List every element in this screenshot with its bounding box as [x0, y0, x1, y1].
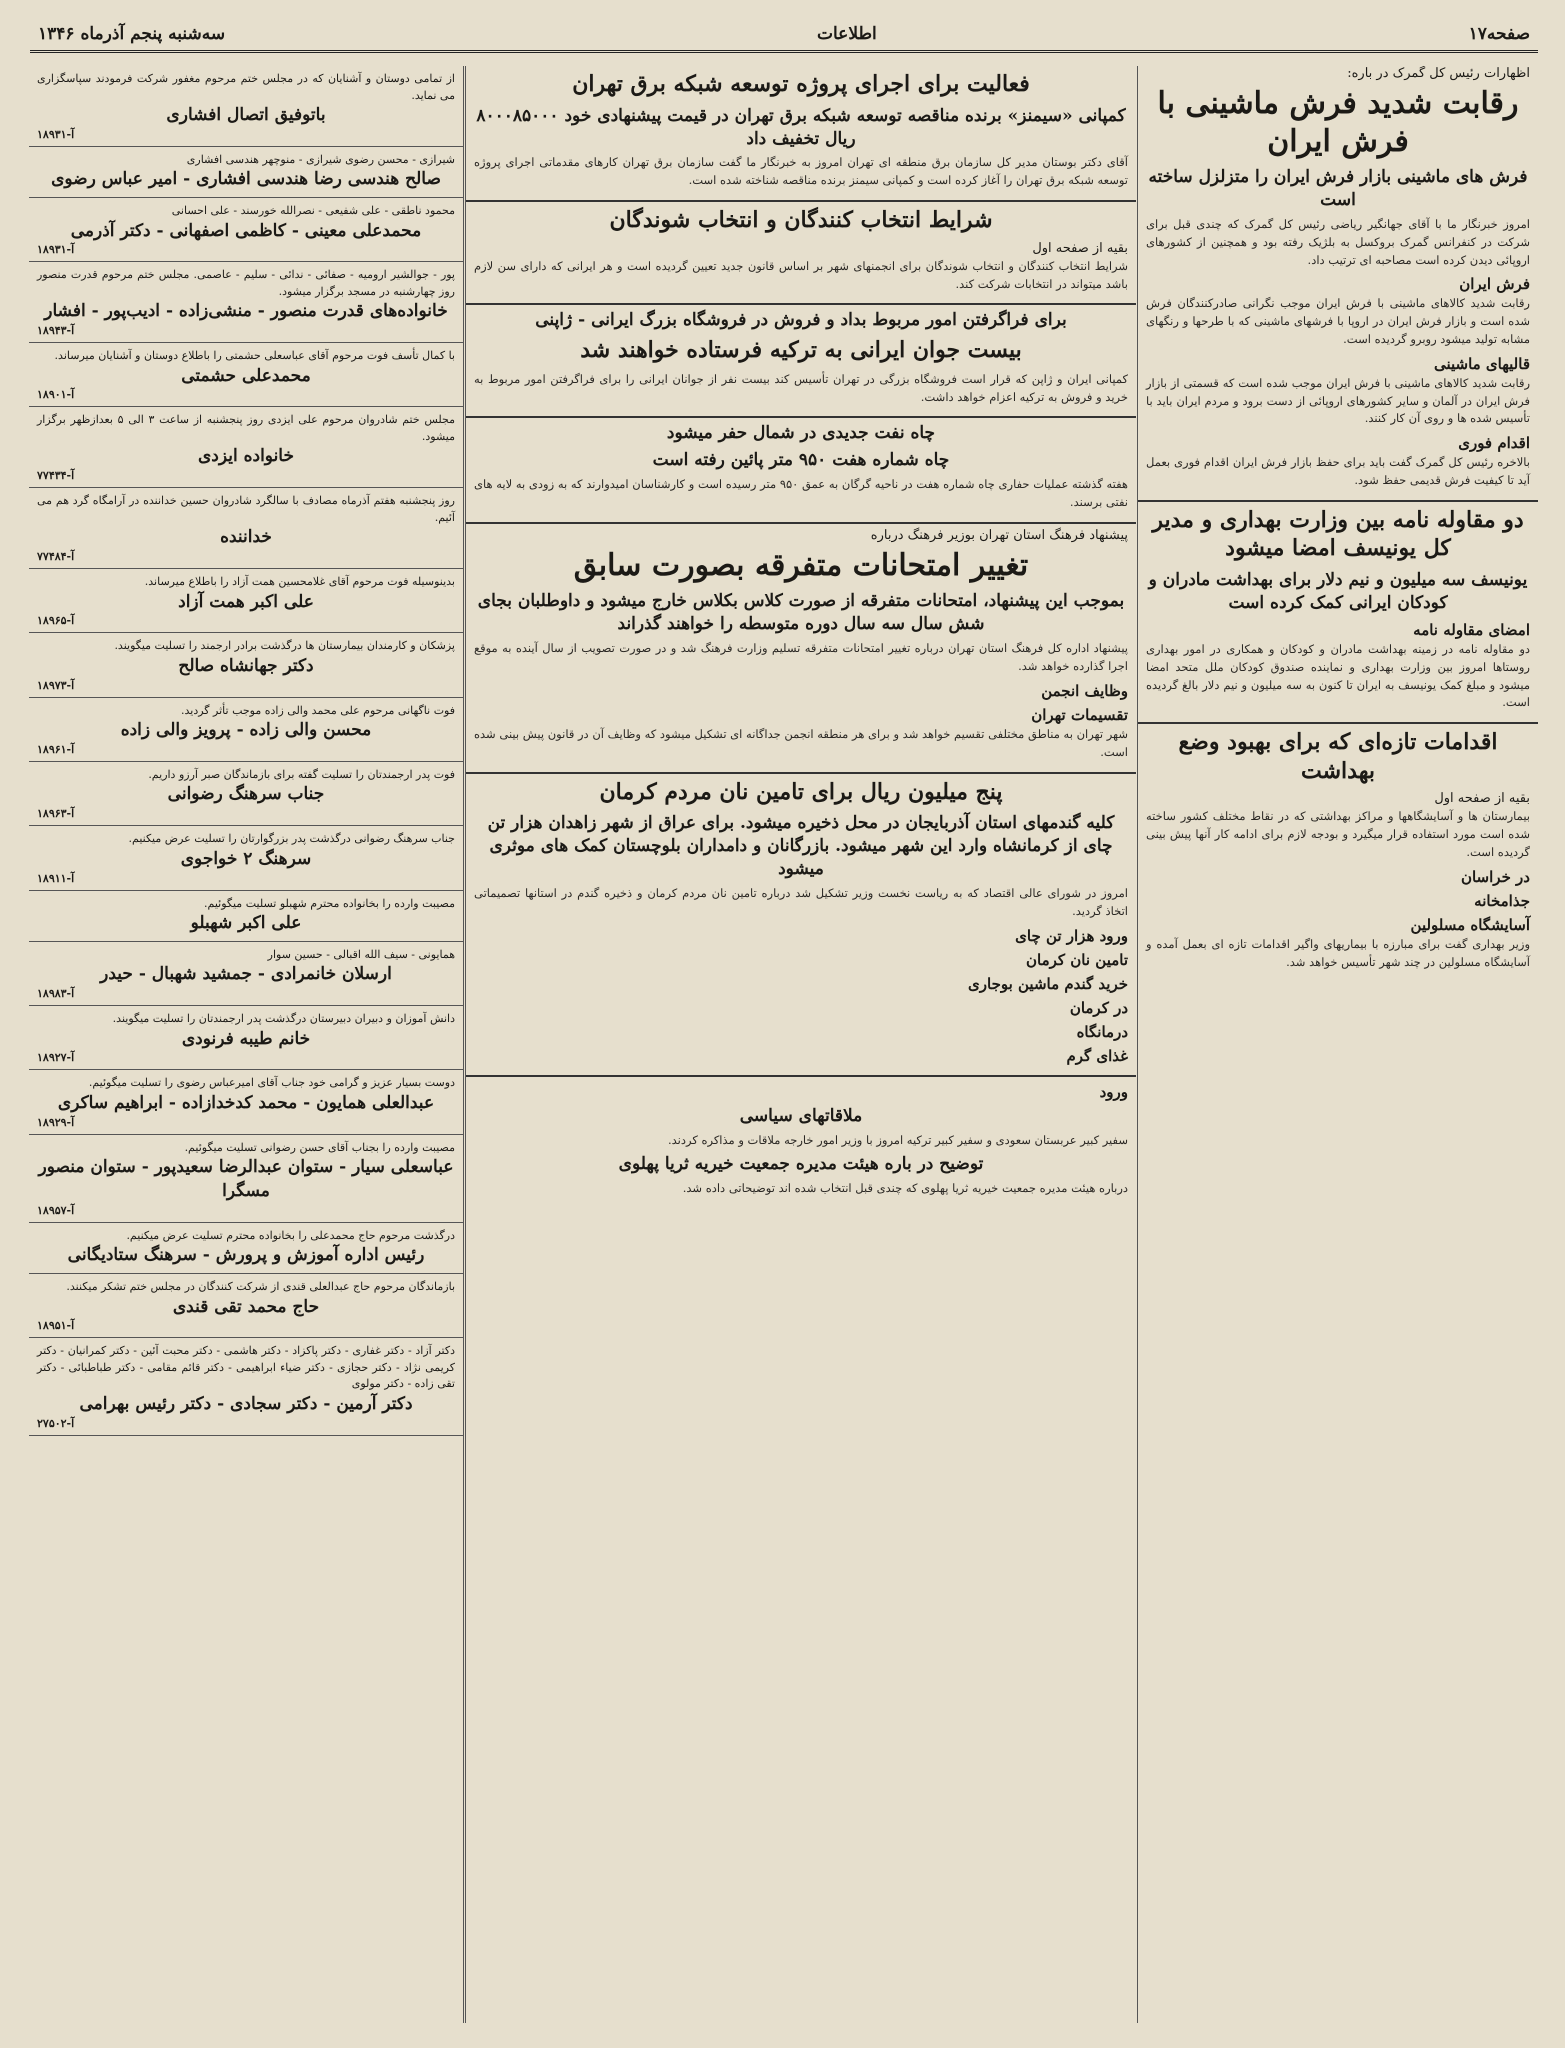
ad-code: آ-۱۸۹۴۳ — [37, 324, 75, 338]
obituary-notice — [29, 826, 463, 890]
section-subhead: ورود — [1099, 1082, 1128, 1101]
column-middle — [465, 66, 1136, 2023]
subhead: چاه شماره هفت ۹۵۰ متر پائین رفته است — [652, 450, 950, 471]
article-body: امروز خبرنگار ما با آقای جهانگیر ریاضی رئیس کل گمرک که چندی قبل برای شرکت در کنفرانس گمرک بروکسل به بلژیک رفته بود و همچنین از کشورهای اروپائی دیدن کرده است مصاحبه ای ترتیب داد. — [1146, 216, 1530, 267]
obituary-name: صالح هندسی رضا هندسی افشاری - امیر عباس رضوی — [51, 169, 441, 190]
headline: پنج میلیون ریال برای تامین نان مردم کرمان — [599, 778, 1003, 805]
ad-code: آ-۱۸۹۲۹ — [37, 1115, 75, 1129]
obituary-notice — [29, 66, 463, 147]
masthead — [30, 18, 1538, 53]
subhead: کلیه گندمهای استان آذربایجان در محل ذخیره میشود. برای عراق از شهر زاهدان هزار تن چای از کرمانشاه وارد این شهر میشود. بازرگانان و دامداران بلوچستان کمک های موثری میشود — [487, 813, 1115, 880]
obituary-text: پور - جوالشیر ارومیه - صفائی - ندائی - سلیم - عاصمی. مجلس ختم مرحوم قدرت منصور روز چهارشنبه در مسجد برگزار میشود. — [37, 268, 455, 298]
section-subhead: در کرمان — [1069, 998, 1128, 1017]
section-subhead: ورود هزار تن چای — [1015, 926, 1128, 945]
obituary-text: دانش آموزان و دبیران دبیرستان درگذشت پدر ارجمندتان را تسلیت میگویند. — [112, 1012, 455, 1026]
kicker: بقیه از صفحه اول — [1032, 240, 1128, 256]
section-subhead: اقدام فوری — [1458, 434, 1530, 453]
article-kerman-bread — [466, 778, 1136, 1065]
section-subhead: قالیهای ماشینی — [1433, 354, 1530, 373]
obituary-notice — [29, 488, 463, 569]
subhead: کمپانی «سیمنز» برنده مناقصه توسعه شبکه برق تهران در قیمت پیشنهادی خود ۸۰۰۰۸۵۰۰۰ ریال تخفیف داد — [476, 105, 1126, 149]
article-exams — [466, 528, 1136, 762]
obituary-text: دوست بسیار عزیز و گرامی خود جناب آقای امیرعباس رضوی را تسلیت میگوئیم. — [88, 1076, 455, 1090]
ad-code: آ-۱۸۹۲۷ — [37, 1051, 75, 1065]
subhead: بموجب این پیشنهاد، امتحانات متفرقه از صورت کلاس بکلاس خارج میشود و داوطلبان بجای شش سال سه سال دوره متوسطه را خواهند گذراند — [477, 591, 1125, 635]
section-subhead: تقسیمات تهران — [1031, 705, 1128, 724]
kicker: پیشنهاد فرهنگ استان تهران بوزیر فرهنگ درباره — [870, 527, 1128, 543]
obituary-notice — [29, 698, 463, 762]
subhead: یونیسف سه میلیون و نیم دلار برای بهداشت مادران و کودکان ایرانی کمک کرده است — [1148, 570, 1528, 613]
obituary-text: روز پنجشنبه هفتم آذرماه مصادف با سالگرد شادروان حسین خداننده در آرامگاه گرد هم می آئیم. — [37, 494, 455, 524]
obituary-notice — [29, 569, 463, 633]
article-health — [1138, 728, 1538, 971]
obituary-text: شیرازی - محسن رضوی شیرازی - منوچهر هندسی افشاری — [186, 152, 455, 166]
ad-code: آ-۱۸۹۶۱ — [37, 742, 75, 756]
article-body: شهر تهران به مناطق مختلفی تقسیم خواهد شد و برای هر منطقه انجمن جداگانه ای تشکیل میشود که وظایف آن در قانون پیش بینی شده است. — [474, 726, 1128, 759]
obituary-name: عباسعلی سیار - ستوان عبدالرضا سعیدپور - ستوان منصور مسگرا — [38, 1157, 454, 1202]
ad-code: آ-۱۸۹۵۷ — [37, 1203, 75, 1217]
obituary-text: درگذشت مرحوم حاج محمدعلی را بخانواده محترم تسلیت عرض میکنیم. — [126, 1228, 455, 1242]
ad-code: آ-۱۸۹۸۳ — [37, 987, 75, 1001]
ad-code: آ-۱۸۹۰۱ — [37, 388, 75, 402]
obituary-name: دکتر جهانشاه صالح — [178, 655, 314, 676]
article-carpet — [1138, 66, 1538, 490]
obituary-name: عبدالعلی همایون - محمد کدخدازاده - ابراهیم ساکری — [57, 1092, 435, 1113]
section-subhead: در خراسان — [1460, 867, 1530, 886]
headline: رقابت شدید فرش ماشینی با فرش ایران — [1157, 86, 1519, 159]
article-body: هفته گذشته عملیات حفاری چاه شماره هفت در ناحیه گرگان به عمق ۹۵۰ متر رسیده است و کارشناسان امیدوارند که به زودی به لایه های نفتی برسند. — [474, 477, 1128, 510]
article-body: آقای دکتر بوستان مدیر کل سازمان برق منطقه ای تهران امروز به خبرنگار ما گفت سازمان برق تهران کارهای مقدماتی اجرای پروژه توسعه شبکه برق تهران را آغاز کرده است و کمپانی سیمنز برنده مناقصه شناخته شده است. — [474, 155, 1128, 188]
article-body: رقابت شدید کالاهای ماشینی با فرش ایران موجب نگرانی صادرکنندگان فرش شده است و بازار فرش ایران در اروپا با فرشهای ماشینی که با طرحها و رنگهای مشابه تولید میشود روبرو گردیده است. — [1146, 296, 1530, 346]
obituary-notice — [29, 343, 463, 407]
article-electricity — [466, 70, 1136, 190]
article-store — [466, 309, 1136, 406]
obituary-name: محسن والی زاده - پرویز والی زاده — [120, 720, 372, 741]
obituary-name: خداننده — [220, 527, 272, 548]
obituary-text: محمود ناطقی - علی شفیعی - نصرالله خورسند - علی احسانی — [171, 204, 455, 218]
article-body: شرایط انتخاب کنندگان و انتخاب شوندگان برای انجمنهای شهر بر اساس قانون جدید تعیین گردیده است و هر ایرانی که دارای سن لازم باشد میتواند در انتخابات شرکت کند. — [474, 258, 1128, 291]
article-body: کمپانی ایران و ژاپن که قرار است فروشگاه بزرگی در تهران تأسیس کند بیست نفر از جوانان ایرانی را برای فراگرفتن امور مربوط به خرید و فروش به ترکیه اعزام خواهد داشت. — [474, 371, 1128, 404]
obituary-text: مصیبت وارده را بجناب آقای حسن رضوانی تسلیت میگوئیم. — [184, 1140, 455, 1154]
obituary-name: علی اکبر شهبلو — [190, 913, 302, 934]
column-right — [1137, 66, 1538, 2023]
headline: چاه نفت جدیدی در شمال حفر میشود — [666, 423, 936, 444]
article-body: دو مقاوله نامه در زمینه بهداشت مادران و کودکان و همکاری در امور بهداری روستاها امروز بین وزارت بهداری و نماینده صندوق کودکان ملل متحد امضا میشود و مبلغ کمک یونیسف به ایران تا کنون به سه میلیون و نیم دلار بالغ گردیده است. — [1146, 641, 1530, 710]
obituary-notice — [29, 891, 463, 942]
obituary-notice — [29, 942, 463, 1006]
obituary-text: همایونی - سیف الله اقبالی - حسین سوار — [267, 947, 455, 961]
section-subhead: خرید گندم ماشین بوجاری — [968, 974, 1128, 993]
section-subhead: وظایف انجمن — [1041, 681, 1128, 700]
section-subhead: درمانگاه — [1076, 1022, 1128, 1041]
section-subhead: غذای گرم — [1066, 1046, 1128, 1065]
obituary-notice — [29, 262, 463, 343]
obituary-text: مجلس ختم شادروان مرحوم علی ایزدی روز پنجشنبه از ساعت ۳ الی ۵ بعدازظهر برگزار میشود. — [37, 413, 456, 443]
ad-code: آ-۱۸۹۳۱ — [37, 127, 75, 141]
headline: ملاقاتهای سیاسی — [739, 1105, 863, 1126]
ad-code: آ-۱۸۹۳۱ — [37, 243, 75, 257]
kicker: اظهارات رئیس کل گمرک در باره: — [1347, 66, 1530, 81]
obituary-notice — [29, 1223, 463, 1274]
newspaper-page — [30, 18, 1538, 2023]
obituary-notice — [29, 1338, 463, 1435]
obituary-text: بازماندگان مرحوم حاج عبدالعلی قندی از شرکت کنندگان در مجلس ختم تشکر میکنند. — [66, 1280, 455, 1294]
ad-code: آ-۱۸۹۶۳ — [37, 807, 75, 821]
obituary-text: دکتر آزاد - دکتر غفاری - دکتر پاکزاد - دکتر هاشمی - دکتر محبت آئین - دکتر کمرانیان - دکتر کریمی نژاد - دکتر حجازی - دکتر ضیاء ابراهیمی - دکتر قائم مقامی - دکتر طباطبائی - دکتر تقی زاده - دکتر مولوی — [37, 1344, 455, 1391]
paper-name: اطلاعات — [817, 24, 877, 44]
ad-code: آ-۲۷۵۰۲ — [37, 1416, 75, 1430]
ad-code: آ-۷۷۴۸۴ — [37, 550, 75, 564]
obituary-name: سرهنگ ۲ خواجوی — [180, 848, 312, 869]
article-body: امروز در شورای عالی اقتصاد که به ریاست نخست وزیر تشکیل شد درباره تامین نان مردم کرمان و ذخیره گندم در استانها تصمیماتی اتخاذ گردید. — [474, 886, 1128, 918]
headline: دو مقاوله نامه بین وزارت بهداری و مدیر کل یونیسف امضا میشود — [1152, 506, 1524, 562]
obituary-name: خانم طیبه فرنودی — [181, 1028, 311, 1049]
obituary-notice — [29, 198, 463, 262]
article-body: بیمارستان ها و آسایشگاهها و مراکز بهداشتی که در نقاط مختلف کشور ساخته شده است مورد استفاده قرار میگیرد و بودجه لازم برای ادامه کار آنها پیش بینی گردیده است. — [1146, 809, 1530, 859]
obituary-text: با کمال تأسف فوت مرحوم آقای عباسعلی حشمتی را باطلاع دوستان و آشنایان میرساند. — [54, 349, 455, 363]
headline: شرایط انتخاب کنندگان و انتخاب شوندگان — [609, 207, 993, 234]
section-subhead: تامین نان کرمان — [1026, 950, 1128, 969]
ad-code: آ-۱۸۹۶۵ — [37, 614, 75, 628]
headline: فعالیت برای اجرای پروژه توسعه شبکه برق تهران — [572, 71, 1030, 97]
article-election — [466, 206, 1136, 293]
section-subhead: امضای مقاوله نامه — [1413, 620, 1530, 639]
obituary-text: جناب سرهنگ رضوانی درگذشت پدر بزرگوارتان را تسلیت عرض میکنیم. — [128, 832, 455, 846]
article-body: رقابت شدید کالاهای ماشینی با فرش ایران موجب شده است که قسمتی از بازار فرش ایران در آلمان و سایر کشورهای اروپائی از دست برود و مردم ایران باید با تأسیس شده ها و روی آن کار کنند. — [1146, 375, 1530, 426]
subhead: بیست جوان ایرانی به ترکیه فرستاده خواهند شد — [580, 337, 1022, 364]
obituary-notice — [29, 147, 463, 198]
obituary-notice — [29, 762, 463, 826]
obituary-notice — [29, 1135, 463, 1223]
article-oil-well — [466, 422, 1136, 512]
article-body: پیشنهاد اداره کل فرهنگ استان تهران درباره تغییر امتحانات متفرقه تسلیم وزارت فرهنگ شد و در صورت تصویب از سال آینده به موقع اجرا گذارده خواهد شد. — [474, 641, 1128, 674]
obituary-notice — [29, 633, 463, 697]
obituary-text: فوت ناگهانی مرحوم علی محمد والی زاده موجب تأثر گردید. — [181, 703, 455, 717]
obituary-text: فوت پدر ارجمندتان را تسلیت گفته برای بازماندگان صبر آرزو داریم. — [148, 767, 455, 781]
obituary-name: دکتر آرمین - دکتر سجادی - دکتر رئیس بهرامی — [79, 1393, 413, 1414]
obituary-name: خانواده‌های قدرت منصور - منشی‌زاده - ادیب‌پور - افشار — [44, 301, 448, 322]
obituary-text: بدینوسیله فوت مرحوم آقای غلامحسین همت آزاد را باطلاع میرساند. — [144, 575, 455, 589]
headline: تغییر امتحانات متفرقه بصورت سابق — [573, 547, 1029, 583]
kicker: بقیه از صفحه اول — [1434, 791, 1530, 807]
ad-code: آ-۱۸۹۵۱ — [37, 1319, 75, 1333]
issue-date: سه‌شنبه پنجم آذرماه ۱۳۴۶ — [38, 24, 226, 44]
headline: توضیح در باره هیئت مدیره جمعیت خیریه ثریا پهلوی — [618, 1154, 984, 1175]
obituary-notice — [29, 1006, 463, 1070]
obituary-name: حاج محمد تقی قندی — [172, 1296, 320, 1317]
page-number: صفحه۱۷ — [1468, 24, 1530, 44]
ad-code: آ-۱۸۹۷۳ — [37, 678, 75, 692]
obituary-text: مصیبت وارده را بخانواده محترم شهبلو تسلیت میگوئیم. — [204, 896, 455, 910]
obituary-name: جناب سرهنگ رضوانی — [167, 784, 325, 805]
column-obituaries — [29, 66, 464, 2023]
article-political — [466, 1083, 1136, 1199]
article-body: وزیر بهداری گفت برای مبارزه با بیماریهای واگیر اقدامات تازه ای بعمل آمده و آسایشگاه مسلولین در چند شهر تأسیس خواهد شد. — [1146, 936, 1530, 969]
ad-code: آ-۷۷۴۳۴ — [37, 469, 75, 483]
obituary-list — [29, 66, 463, 1436]
obituary-notice — [29, 407, 463, 488]
subhead: فرش های ماشینی بازار فرش ایران را متزلزل ساخته است — [1148, 167, 1528, 210]
obituary-name: ارسلان خانمرادی - جمشید شهبال - حیدر — [100, 964, 392, 985]
section-subhead: فرش ایران — [1459, 275, 1530, 294]
obituary-notice — [29, 1070, 463, 1134]
obituary-name: علی اکبر همت آزاد — [178, 591, 314, 612]
obituary-text: پزشکان و کارمندان بیمارستان ها درگذشت برادر ارجمند را تسلیت میگویند. — [114, 639, 455, 653]
obituary-name: رئیس اداره آموزش و پرورش - سرهنگ ستادیگانی — [67, 1245, 425, 1266]
obituary-text: از تمامی دوستان و آشنایان که در مجلس ختم مرحوم مغفور شرکت فرمودند سپاسگزاری می نماید. — [37, 72, 455, 102]
headline: برای فراگرفتن امور مربوط بداد و فروش در فروشگاه بزرگ ایرانی - ژاپنی — [535, 310, 1067, 331]
obituary-name: باتوفیق اتصال افشاری — [166, 105, 326, 125]
section-subhead: جذامخانه — [1474, 891, 1530, 910]
article-body: بالاخره رئیس کل گمرک گفت باید برای حفظ بازار فرش ایران اقدام فوری بعمل آید تا کیفیت فرش قدیمی حفظ شود. — [1146, 455, 1530, 487]
obituary-name: محمدعلی حشمتی — [181, 365, 311, 386]
obituary-name: خانواده ایزدی — [197, 446, 295, 467]
section-subhead: آسایشگاه مسلولین — [1410, 915, 1530, 934]
obituary-notice — [29, 1274, 463, 1338]
obituary-name: محمدعلی معینی - کاظمی اصفهانی - دکتر آذرمی — [70, 220, 422, 241]
headline: اقدامات تازه‌ای که برای بهبود وضع بهداشت — [1178, 729, 1498, 784]
article-unicef — [1138, 506, 1538, 712]
article-body: سفیر کبیر عربستان سعودی و سفیر کبیر ترکیه امروز با وزیر امور خارجه ملاقات و مذاکره کردند. — [667, 1132, 1128, 1147]
article-body: درباره هیئت مدیره جمعیت خیریه ثریا پهلوی که چندی قبل انتخاب شده اند توضیحاتی داده شد. — [682, 1181, 1128, 1196]
ad-code: آ-۱۸۹۱۱ — [37, 871, 75, 885]
